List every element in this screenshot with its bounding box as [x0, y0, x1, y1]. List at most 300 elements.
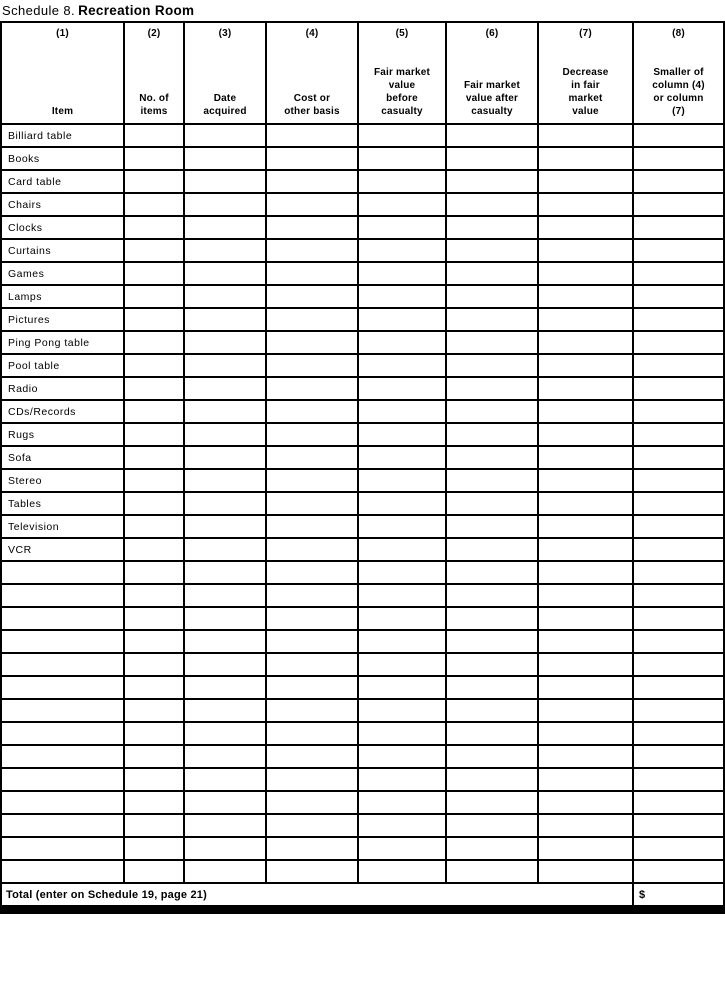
entry-cell [358, 814, 446, 837]
item-row [1, 377, 724, 400]
entry-cell [358, 124, 446, 147]
item-cell: Ping Pong table [1, 331, 124, 354]
entry-cell [124, 768, 184, 791]
entry-cell [124, 676, 184, 699]
entry-cell [633, 469, 724, 492]
entry-cell [358, 630, 446, 653]
item-row [1, 147, 724, 170]
item-cell [1, 860, 124, 883]
empty-row [1, 607, 724, 630]
entry-cell [124, 285, 184, 308]
entry-cell [633, 584, 724, 607]
entry-cell [358, 147, 446, 170]
entry-cell [184, 607, 266, 630]
empty-row [1, 745, 724, 768]
empty-row [1, 630, 724, 653]
entry-cell [266, 538, 358, 561]
item-cell [1, 607, 124, 630]
item-row [1, 492, 724, 515]
entry-cell [184, 446, 266, 469]
entry-cell [124, 607, 184, 630]
entry-cell [124, 423, 184, 446]
entry-cell [124, 722, 184, 745]
entry-cell [446, 538, 538, 561]
entry-cell [633, 239, 724, 262]
item-row [1, 515, 724, 538]
column-header-8 [633, 22, 724, 124]
entry-cell [633, 630, 724, 653]
item-cell: Television [1, 515, 124, 538]
item-row [1, 331, 724, 354]
item-cell: Billiard table [1, 124, 124, 147]
entry-cell [184, 331, 266, 354]
column-label: Cost or other basis [284, 93, 340, 117]
item-cell: Clocks [1, 216, 124, 239]
entry-cell [538, 561, 633, 584]
item-cell [1, 630, 124, 653]
column-header-3 [184, 22, 266, 124]
entry-cell [266, 331, 358, 354]
entry-cell [358, 331, 446, 354]
entry-cell [358, 584, 446, 607]
entry-cell [184, 722, 266, 745]
dollar-sign: $ [639, 888, 646, 901]
entry-cell [633, 285, 724, 308]
entry-cell [358, 538, 446, 561]
entry-cell [446, 400, 538, 423]
entry-cell [124, 147, 184, 170]
entry-cell [633, 446, 724, 469]
entry-cell [124, 791, 184, 814]
entry-cell [446, 446, 538, 469]
entry-cell [124, 354, 184, 377]
entry-cell [358, 699, 446, 722]
item-row [1, 239, 724, 262]
entry-cell [358, 676, 446, 699]
item-cell [1, 768, 124, 791]
entry-cell [358, 515, 446, 538]
entry-cell [184, 308, 266, 331]
entry-cell [446, 515, 538, 538]
column-number: (6) [485, 28, 499, 39]
entry-cell [184, 791, 266, 814]
item-cell: Books [1, 147, 124, 170]
entry-cell [538, 515, 633, 538]
column-header-4 [266, 22, 358, 124]
item-row [1, 354, 724, 377]
entry-cell [358, 216, 446, 239]
entry-cell [184, 262, 266, 285]
entry-cell [266, 561, 358, 584]
column-number: (8) [672, 28, 685, 39]
entry-cell [266, 607, 358, 630]
empty-row [1, 722, 724, 745]
entry-cell [266, 446, 358, 469]
entry-cell [446, 860, 538, 883]
entry-cell [358, 170, 446, 193]
empty-row [1, 791, 724, 814]
item-cell [1, 722, 124, 745]
entry-cell [124, 515, 184, 538]
entry-cell [446, 653, 538, 676]
column-number: (2) [147, 28, 161, 39]
entry-cell [184, 538, 266, 561]
entry-cell [266, 745, 358, 768]
entry-cell [633, 170, 724, 193]
entry-cell [358, 239, 446, 262]
entry-cell [266, 262, 358, 285]
item-cell: Lamps [1, 285, 124, 308]
column-label: Date acquired [203, 93, 247, 117]
item-row [1, 170, 724, 193]
entry-cell [266, 308, 358, 331]
empty-row [1, 814, 724, 837]
entry-cell [446, 377, 538, 400]
entry-cell [266, 285, 358, 308]
item-row [1, 400, 724, 423]
item-cell: VCR [1, 538, 124, 561]
entry-cell [358, 423, 446, 446]
entry-cell [446, 699, 538, 722]
entry-cell [184, 676, 266, 699]
entry-cell [446, 676, 538, 699]
entry-cell [124, 699, 184, 722]
item-cell [1, 837, 124, 860]
item-cell: Chairs [1, 193, 124, 216]
column-header-7 [538, 22, 633, 124]
item-cell: Card table [1, 170, 124, 193]
entry-cell [124, 814, 184, 837]
entry-cell [538, 722, 633, 745]
table-body [1, 124, 724, 883]
entry-cell [633, 492, 724, 515]
entry-cell [184, 170, 266, 193]
bottom-rule [0, 907, 725, 914]
entry-cell [358, 492, 446, 515]
entry-cell [446, 791, 538, 814]
entry-cell [266, 791, 358, 814]
entry-cell [184, 768, 266, 791]
column-number: (4) [305, 28, 319, 39]
entry-cell [358, 469, 446, 492]
entry-cell [633, 860, 724, 883]
entry-cell [358, 285, 446, 308]
entry-cell [124, 860, 184, 883]
column-number: (5) [395, 28, 409, 39]
entry-cell [446, 814, 538, 837]
entry-cell [633, 722, 724, 745]
entry-cell [633, 400, 724, 423]
entry-cell [446, 239, 538, 262]
item-cell [1, 814, 124, 837]
entry-cell [446, 469, 538, 492]
entry-cell [184, 147, 266, 170]
entry-cell [184, 193, 266, 216]
column-number: (3) [218, 28, 232, 39]
item-cell: Rugs [1, 423, 124, 446]
header-row [1, 22, 724, 124]
column-header-6 [446, 22, 538, 124]
item-cell: Tables [1, 492, 124, 515]
column-label: Fair market value before casualty [373, 67, 431, 117]
entry-cell [124, 446, 184, 469]
entry-cell [633, 193, 724, 216]
entry-cell [266, 630, 358, 653]
entry-cell [538, 377, 633, 400]
entry-cell [538, 814, 633, 837]
item-cell: CDs/Records [1, 400, 124, 423]
entry-cell [266, 170, 358, 193]
entry-cell [266, 814, 358, 837]
entry-cell [266, 147, 358, 170]
entry-cell [633, 561, 724, 584]
entry-cell [184, 400, 266, 423]
entry-cell [633, 262, 724, 285]
entry-cell [446, 308, 538, 331]
entry-cell [266, 239, 358, 262]
entry-cell [538, 791, 633, 814]
entry-cell [633, 699, 724, 722]
entry-cell [124, 630, 184, 653]
item-cell [1, 653, 124, 676]
entry-cell [358, 262, 446, 285]
entry-cell [538, 860, 633, 883]
entry-cell [446, 561, 538, 584]
entry-cell [633, 308, 724, 331]
entry-cell [446, 262, 538, 285]
empty-row [1, 768, 724, 791]
entry-cell [124, 124, 184, 147]
item-row [1, 446, 724, 469]
entry-cell [446, 216, 538, 239]
page-title [0, 0, 725, 21]
item-row [1, 262, 724, 285]
entry-cell [358, 193, 446, 216]
entry-cell [184, 239, 266, 262]
item-row [1, 308, 724, 331]
entry-cell [266, 584, 358, 607]
entry-cell [446, 607, 538, 630]
entry-cell [266, 124, 358, 147]
entry-cell [124, 469, 184, 492]
column-label: Decrease in fair market value [562, 67, 609, 117]
column-label: Item [51, 106, 74, 117]
empty-row [1, 699, 724, 722]
empty-row [1, 676, 724, 699]
entry-cell [358, 722, 446, 745]
entry-cell [124, 170, 184, 193]
item-row [1, 124, 724, 147]
item-row [1, 285, 724, 308]
item-row [1, 216, 724, 239]
entry-cell [538, 285, 633, 308]
entry-cell [446, 492, 538, 515]
entry-cell [633, 837, 724, 860]
entry-cell [124, 193, 184, 216]
entry-cell [358, 377, 446, 400]
entry-cell [633, 791, 724, 814]
entry-cell [446, 354, 538, 377]
entry-cell [184, 860, 266, 883]
entry-cell [266, 216, 358, 239]
entry-cell [538, 446, 633, 469]
item-cell: Games [1, 262, 124, 285]
entry-cell [184, 216, 266, 239]
schedule-name-label: Recreation Room [78, 3, 195, 18]
entry-cell [266, 377, 358, 400]
column-label: Fair market value after casualty [463, 80, 521, 117]
entry-cell [633, 768, 724, 791]
recreation-room-table [0, 21, 725, 907]
entry-cell [538, 469, 633, 492]
column-header-2 [124, 22, 184, 124]
entry-cell [633, 538, 724, 561]
entry-cell [124, 538, 184, 561]
item-cell [1, 745, 124, 768]
entry-cell [184, 354, 266, 377]
column-header-5 [358, 22, 446, 124]
entry-cell [124, 262, 184, 285]
entry-cell [633, 607, 724, 630]
entry-cell [124, 561, 184, 584]
entry-cell [538, 308, 633, 331]
entry-cell [538, 147, 633, 170]
entry-cell [538, 584, 633, 607]
entry-cell [358, 446, 446, 469]
entry-cell [538, 216, 633, 239]
entry-cell [538, 653, 633, 676]
entry-cell [538, 768, 633, 791]
entry-cell [633, 331, 724, 354]
entry-cell [266, 469, 358, 492]
entry-cell [266, 676, 358, 699]
entry-cell [184, 584, 266, 607]
empty-row [1, 584, 724, 607]
entry-cell [184, 469, 266, 492]
entry-cell [633, 423, 724, 446]
entry-cell [633, 216, 724, 239]
total-row [1, 883, 724, 906]
entry-cell [446, 193, 538, 216]
entry-cell [358, 354, 446, 377]
entry-cell [266, 768, 358, 791]
item-cell: Radio [1, 377, 124, 400]
entry-cell [446, 584, 538, 607]
total-label: Total (enter on Schedule 19, page 21) [1, 883, 633, 906]
entry-cell [184, 837, 266, 860]
entry-cell [358, 860, 446, 883]
entry-cell [184, 745, 266, 768]
entry-cell [184, 492, 266, 515]
entry-cell [358, 791, 446, 814]
item-cell [1, 584, 124, 607]
entry-cell [184, 124, 266, 147]
item-row [1, 469, 724, 492]
entry-cell [446, 722, 538, 745]
entry-cell [538, 630, 633, 653]
item-cell: Sofa [1, 446, 124, 469]
entry-cell [124, 377, 184, 400]
item-row [1, 193, 724, 216]
entry-cell [446, 147, 538, 170]
entry-cell [633, 124, 724, 147]
item-row [1, 538, 724, 561]
entry-cell [266, 354, 358, 377]
entry-cell [633, 354, 724, 377]
entry-cell [446, 745, 538, 768]
entry-cell [266, 193, 358, 216]
entry-cell [446, 768, 538, 791]
item-cell: Pool table [1, 354, 124, 377]
entry-cell [538, 331, 633, 354]
entry-cell [538, 492, 633, 515]
entry-cell [124, 837, 184, 860]
entry-cell [538, 400, 633, 423]
entry-cell [266, 400, 358, 423]
column-number: (1) [56, 28, 69, 39]
entry-cell [124, 239, 184, 262]
entry-cell [184, 561, 266, 584]
empty-row [1, 860, 724, 883]
entry-cell [538, 124, 633, 147]
entry-cell [358, 837, 446, 860]
entry-cell [124, 745, 184, 768]
entry-cell [538, 354, 633, 377]
entry-cell [446, 423, 538, 446]
entry-cell [184, 377, 266, 400]
column-label: Smaller of column (4) or column (7) [652, 67, 705, 117]
entry-cell [538, 676, 633, 699]
entry-cell [538, 837, 633, 860]
entry-cell [446, 331, 538, 354]
entry-cell [446, 124, 538, 147]
entry-cell [633, 653, 724, 676]
item-cell [1, 791, 124, 814]
entry-cell [358, 400, 446, 423]
entry-cell [124, 216, 184, 239]
entry-cell [538, 262, 633, 285]
entry-cell [538, 239, 633, 262]
entry-cell [538, 538, 633, 561]
entry-cell [446, 837, 538, 860]
entry-cell [184, 423, 266, 446]
entry-cell [184, 814, 266, 837]
item-cell: Curtains [1, 239, 124, 262]
entry-cell [266, 515, 358, 538]
entry-cell [184, 515, 266, 538]
item-cell [1, 676, 124, 699]
entry-cell [446, 170, 538, 193]
entry-cell [266, 653, 358, 676]
item-cell [1, 561, 124, 584]
entry-cell [266, 837, 358, 860]
entry-cell [266, 423, 358, 446]
total-amount-cell [633, 883, 724, 906]
entry-cell [538, 607, 633, 630]
entry-cell [266, 699, 358, 722]
empty-row [1, 561, 724, 584]
entry-cell [633, 147, 724, 170]
entry-cell [633, 377, 724, 400]
empty-row [1, 837, 724, 860]
entry-cell [124, 653, 184, 676]
entry-cell [538, 423, 633, 446]
entry-cell [184, 285, 266, 308]
column-label: No. of items [139, 93, 169, 117]
entry-cell [124, 400, 184, 423]
entry-cell [633, 676, 724, 699]
entry-cell [633, 745, 724, 768]
